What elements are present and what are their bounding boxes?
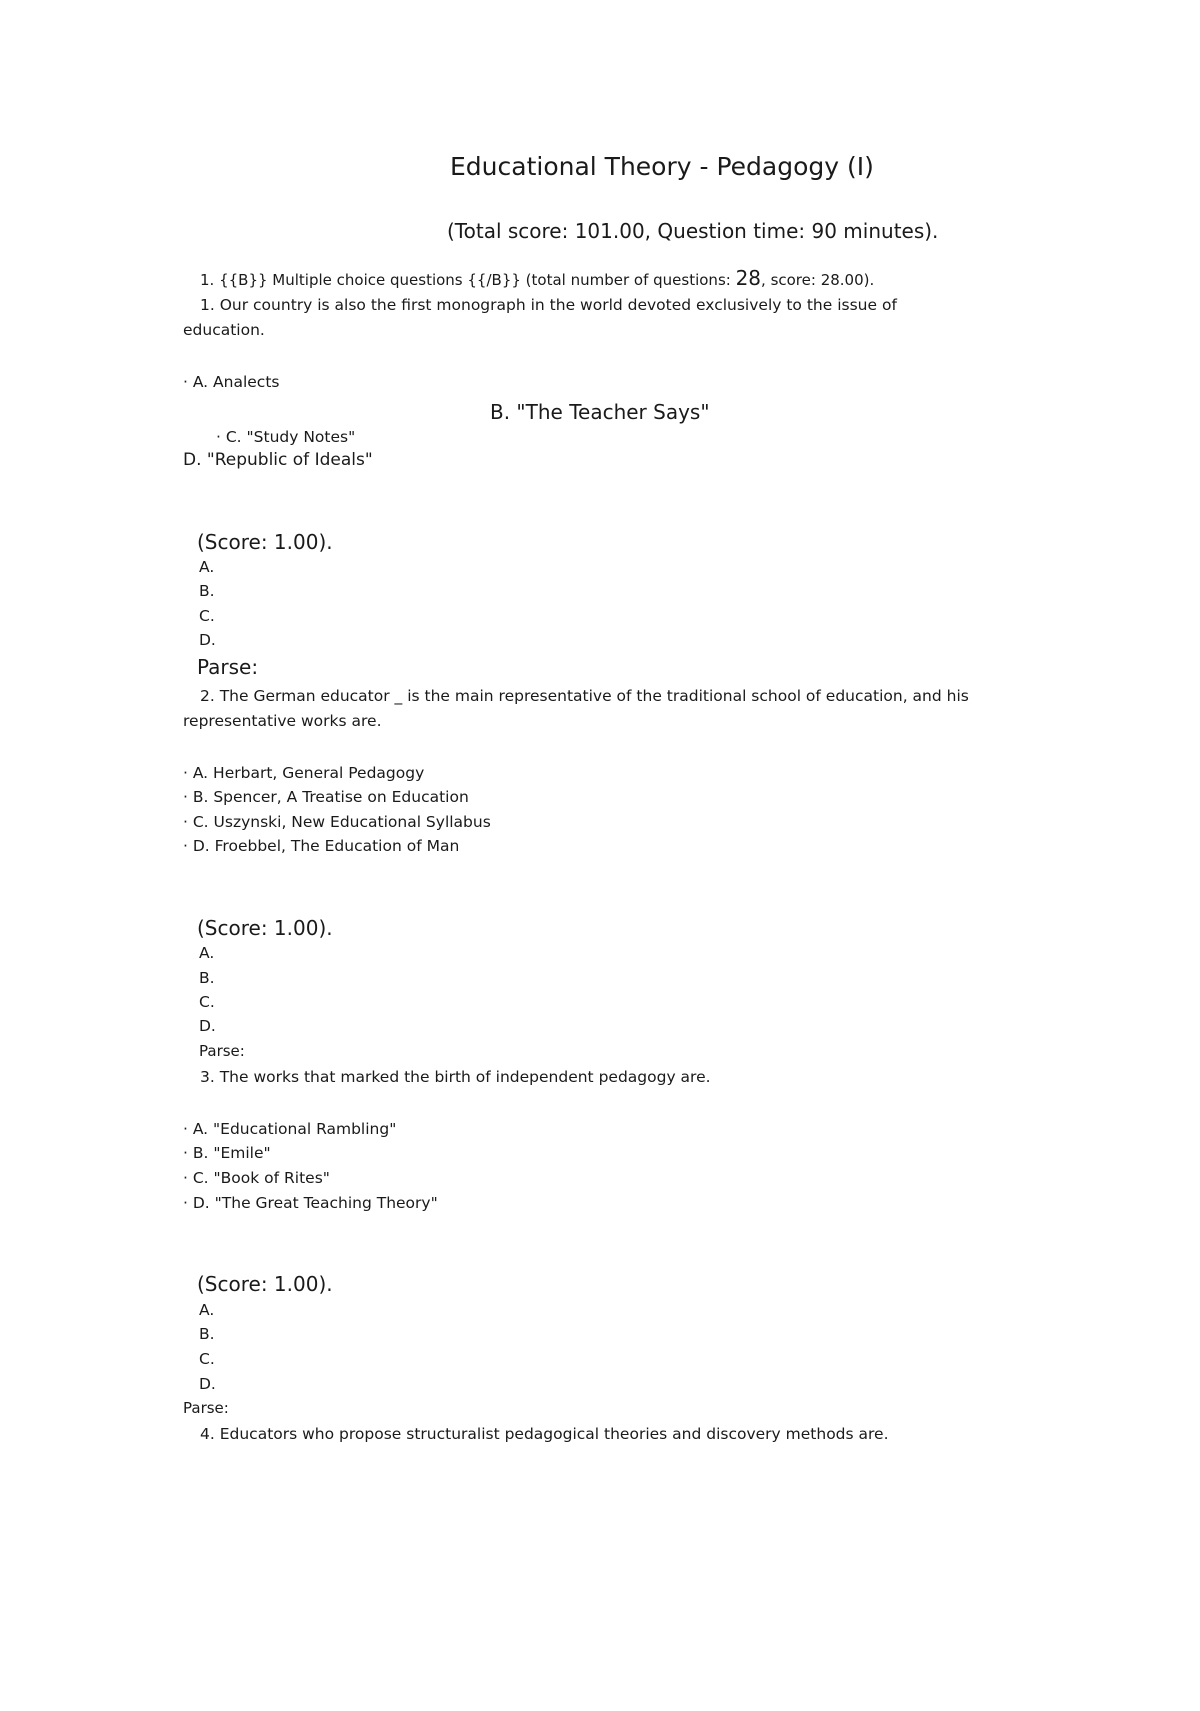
- question-2-option-a: · A. Herbart, General Pedagogy: [183, 764, 425, 782]
- question-1-option-a: · A. Analects: [183, 373, 280, 391]
- section-heading: [200, 266, 874, 290]
- question-2-score: (Score: 1.00).: [197, 916, 333, 940]
- question-3-answer-a: A.: [199, 1301, 215, 1319]
- section-count: 28: [735, 266, 762, 290]
- question-3-parse: Parse:: [183, 1399, 229, 1417]
- question-1-text: 1. Our country is also the first monograph in the world devoted exclusively to the issue of education.: [183, 296, 897, 339]
- page-subtitle: (Total score: 101.00, Question time: 90 minutes).: [447, 219, 939, 243]
- question-2-answer-c: C.: [199, 993, 215, 1011]
- question-2-option-b: · B. Spencer, A Treatise on Education: [183, 788, 469, 806]
- question-1-parse: Parse:: [197, 655, 259, 679]
- question-4-text: 4. Educators who propose structuralist pedagogical theories and discovery methods are.: [200, 1425, 889, 1443]
- page-title: Educational Theory - Pedagogy (I): [450, 152, 874, 181]
- question-2-option-d: · D. Froebbel, The Education of Man: [183, 837, 460, 855]
- question-2-answer-d: D.: [199, 1017, 216, 1035]
- question-2-answer-a: A.: [199, 944, 215, 962]
- question-2-parse: Parse:: [199, 1042, 245, 1060]
- question-2-text: 2. The German educator _ is the main representative of the traditional school of education, and his representative works are.: [183, 687, 969, 730]
- question-1-answer-c: C.: [199, 607, 215, 625]
- question-1-option-d: D. "Republic of Ideals": [183, 450, 373, 470]
- question-1-answer-a: A.: [199, 558, 215, 576]
- question-1-option-c: · C. "Study Notes": [216, 428, 356, 446]
- question-3-answer-d: D.: [199, 1375, 216, 1393]
- section-prefix: 1. {{B}} Multiple choice questions {{/B}} (total number of questions:: [200, 271, 736, 289]
- question-1-answer-d: D.: [199, 631, 216, 649]
- question-3-option-c: · C. "Book of Rites": [183, 1169, 330, 1187]
- question-3-option-b: · B. "Emile": [183, 1144, 271, 1162]
- question-1-score: (Score: 1.00).: [197, 530, 333, 554]
- question-1-answer-b: B.: [199, 582, 215, 600]
- question-3-score: (Score: 1.00).: [197, 1272, 333, 1296]
- question-3-option-a: · A. "Educational Rambling": [183, 1120, 397, 1138]
- question-3-option-d: · D. "The Great Teaching Theory": [183, 1194, 438, 1212]
- question-2-option-c: · C. Uszynski, New Educational Syllabus: [183, 813, 491, 831]
- question-1-option-b: B. "The Teacher Says": [490, 400, 710, 424]
- question-3-answer-c: C.: [199, 1350, 215, 1368]
- question-3-answer-b: B.: [199, 1325, 215, 1343]
- question-3-text: 3. The works that marked the birth of independent pedagogy are.: [200, 1068, 711, 1086]
- question-2-answer-b: B.: [199, 969, 215, 987]
- section-suffix: , score: 28.00).: [761, 271, 875, 289]
